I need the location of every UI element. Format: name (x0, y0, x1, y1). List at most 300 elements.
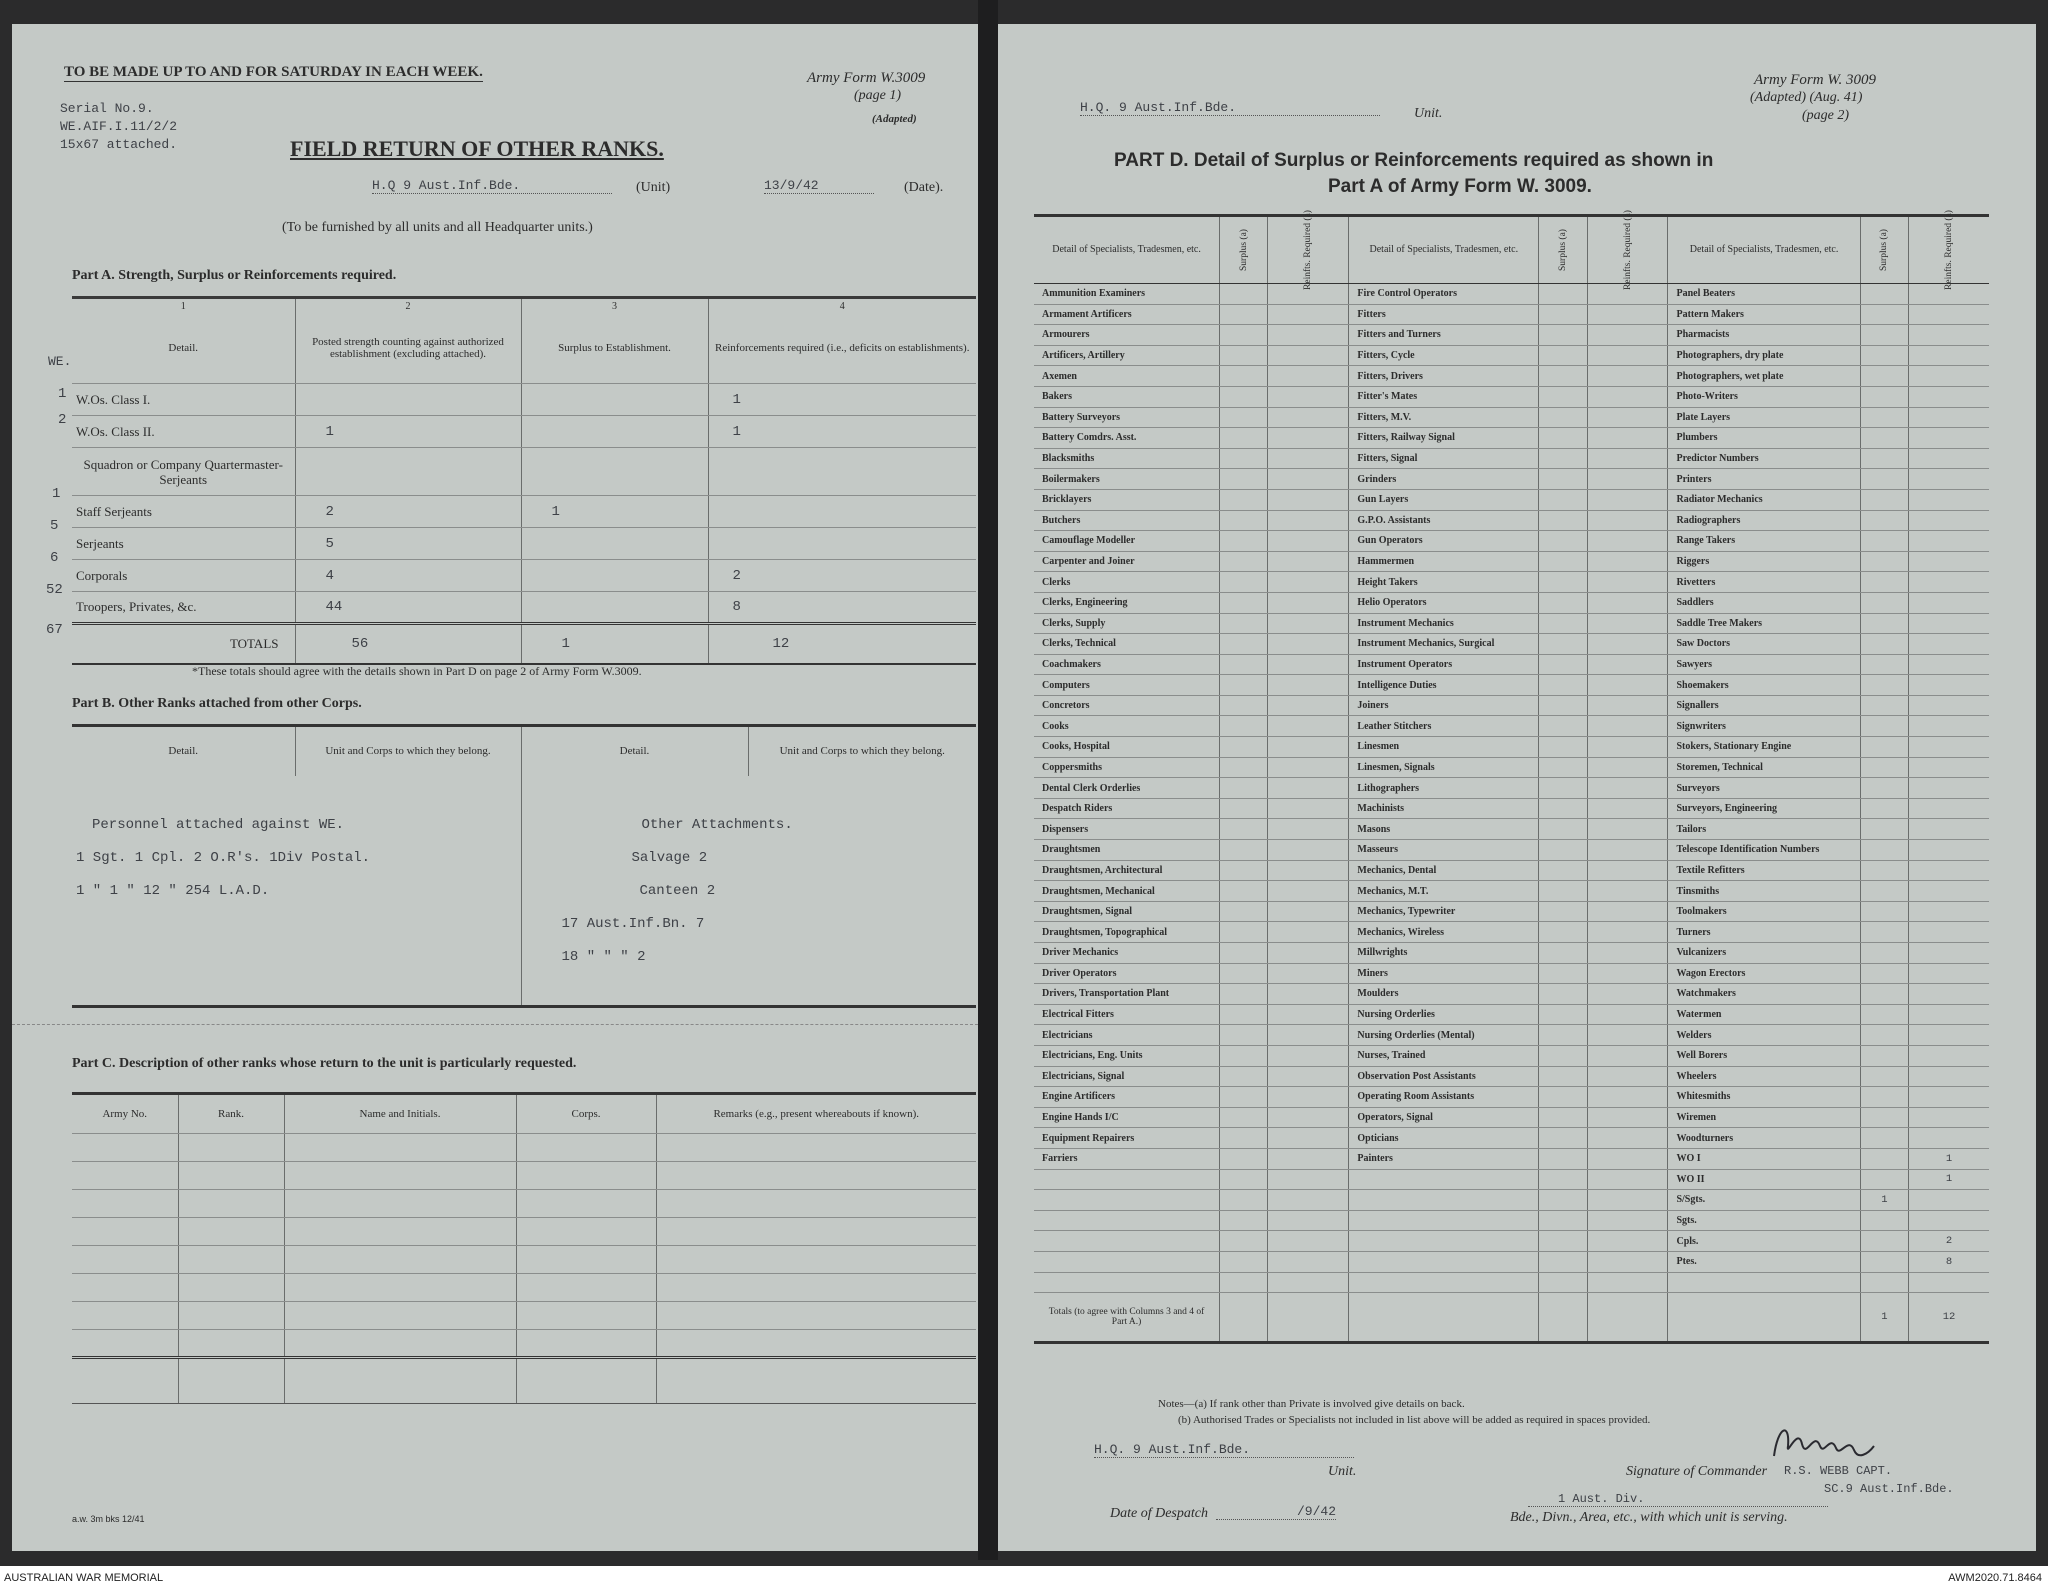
reinf-cell (1587, 675, 1668, 696)
form-reference: Army Form W. 3009 (1754, 72, 1876, 88)
surplus-cell (1539, 551, 1587, 572)
surplus-cell (1539, 1251, 1587, 1272)
surplus-cell (1220, 963, 1268, 984)
reinf-cell (1587, 922, 1668, 943)
reinf-cell (1268, 448, 1349, 469)
posted-value: 4 (295, 560, 521, 592)
reinf-cell (1268, 881, 1349, 902)
surplus-cell (1539, 963, 1587, 984)
reinf-value (1909, 778, 1989, 799)
part-a-title: Part A. Strength, Surplus or Reinforcements required. (72, 268, 397, 283)
footer-unit-value: H.Q. 9 Aust.Inf.Bde. (1094, 1442, 1354, 1458)
margin-value: 5 (50, 518, 59, 534)
surplus-cell (1539, 1293, 1587, 1343)
despatch-label: Date of Despatch (1110, 1506, 1208, 1521)
trade-name: WO I (1668, 1148, 1860, 1169)
surplus-cell (1220, 798, 1268, 819)
trade-name: Cooks (1034, 716, 1220, 737)
trade-name: Mechanics, Dental (1349, 860, 1539, 881)
table-row (72, 448, 976, 496)
table-row (1034, 654, 1989, 675)
header-detail: Detail. (72, 314, 295, 384)
totals-reinf: 12 (708, 624, 976, 664)
trade-name: Signwriters (1668, 716, 1860, 737)
reinf-value (1909, 1190, 1989, 1211)
surplus-cell (1539, 695, 1587, 716)
surplus-value (1860, 572, 1908, 593)
reinf-value (1909, 428, 1989, 449)
reinf-cell (1268, 1169, 1349, 1190)
trade-name: Nursing Orderlies (1349, 1004, 1539, 1025)
surplus-cell (1539, 1128, 1587, 1149)
surplus-value (1860, 901, 1908, 922)
surplus-value (1860, 737, 1908, 758)
surplus-value (1860, 613, 1908, 634)
surplus-value (1860, 1251, 1908, 1272)
surplus-cell (1220, 778, 1268, 799)
signature-typed-unit: SC.9 Aust.Inf.Bde. (1824, 1482, 1954, 1496)
trade-name (1349, 1272, 1539, 1293)
form-reference: Army Form W.3009 (807, 70, 926, 86)
margin-value: 1 (52, 486, 61, 502)
reinf-cell (1268, 860, 1349, 881)
trade-name: Drivers, Transportation Plant (1034, 984, 1220, 1005)
perforation-line (12, 1024, 978, 1025)
reinf-cell (1268, 613, 1349, 634)
header-reinf-text: Reinfts. Required (a) (1944, 210, 1954, 290)
col-number: 3 (521, 298, 708, 314)
row-detail: Corporals (72, 560, 295, 592)
despatch-value: /9/42 (1216, 1504, 1336, 1520)
table-row (72, 528, 976, 560)
table-row (1034, 737, 1989, 758)
trade-name: Turners (1668, 922, 1860, 943)
surplus-value (1860, 860, 1908, 881)
surplus-cell (1220, 1272, 1268, 1293)
trade-name: Vulcanizers (1668, 943, 1860, 964)
trade-name (1034, 1272, 1220, 1293)
note-b: (b) Authorised Trades or Specialists not included in list above will be added as required in spaces provided. (1178, 1414, 1651, 1426)
reinf-cell (1587, 1272, 1668, 1293)
surplus-cell (1220, 1128, 1268, 1149)
form-page-1 (12, 24, 978, 1551)
trade-name: Rivetters (1668, 572, 1860, 593)
surplus-cell (1220, 901, 1268, 922)
reinf-cell (1587, 881, 1668, 902)
reinf-cell (1268, 1004, 1349, 1025)
header-detail: Detail. (168, 745, 199, 758)
reinf-cell (1587, 428, 1668, 449)
posted-value: 2 (295, 496, 521, 528)
reinf-cell (1268, 963, 1349, 984)
row-detail: Squadron or Company Quartermaster-Serjeants (72, 448, 295, 496)
trade-name: Surveyors, Engineering (1668, 798, 1860, 819)
table-row (1034, 1045, 1989, 1066)
reinf-cell (1268, 592, 1349, 613)
row-detail: Serjeants (72, 528, 295, 560)
col-number: 2 (295, 298, 521, 314)
surplus-cell (1220, 695, 1268, 716)
surplus-value (521, 448, 708, 496)
surplus-cell (1220, 860, 1268, 881)
reinf-cell (1587, 448, 1668, 469)
table-row (1034, 386, 1989, 407)
trade-name: Armament Artificers (1034, 304, 1220, 325)
surplus-cell (1539, 654, 1587, 675)
trade-name: Linesmen, Signals (1349, 757, 1539, 778)
table-row (1034, 345, 1989, 366)
totals-label: TOTALS (72, 624, 295, 664)
reinf-value (1909, 1004, 1989, 1025)
page-reference: (page 2) (1802, 108, 1850, 123)
trade-name: Computers (1034, 675, 1220, 696)
reinf-cell (1587, 778, 1668, 799)
surplus-cell (1220, 1025, 1268, 1046)
reinf-value (1909, 1066, 1989, 1087)
header-corps: Corps. (516, 1094, 656, 1134)
reinf-value (1909, 963, 1989, 984)
surplus-value (1860, 531, 1908, 552)
reinf-cell (1587, 407, 1668, 428)
unit-label: Unit. (1414, 106, 1443, 121)
division-label: Bde., Divn., Area, etc., with which unit is serving. (1510, 1510, 1788, 1525)
header-surplus-text: Surplus (a) (1879, 229, 1890, 271)
header-reinforcements: Reinforcements required (i.e., deficits on establishments). (708, 314, 976, 384)
surplus-cell (1539, 1025, 1587, 1046)
part-b-title: Part B. Other Ranks attached from other Corps. (72, 696, 362, 711)
surplus-cell (1539, 943, 1587, 964)
trade-name: Miners (1349, 963, 1539, 984)
surplus-cell (1220, 345, 1268, 366)
surplus-cell (1220, 1066, 1268, 1087)
trade-name: Draughtsmen, Architectural (1034, 860, 1220, 881)
trade-name: Saddle Tree Makers (1668, 613, 1860, 634)
surplus-cell (1220, 613, 1268, 634)
surplus-cell (1220, 1231, 1268, 1252)
trade-name: Intelligence Duties (1349, 675, 1539, 696)
reinf-value (1909, 716, 1989, 737)
reinf-value (1909, 592, 1989, 613)
trade-name: Fitters, Signal (1349, 448, 1539, 469)
trade-name: Whitesmiths (1668, 1087, 1860, 1108)
table-row (1034, 798, 1989, 819)
reinf-value: 1 (1909, 1169, 1989, 1190)
reinf-cell (1268, 1231, 1349, 1252)
surplus-cell (1539, 284, 1587, 305)
col-number: 4 (708, 298, 976, 314)
trade-name: Pharmacists (1668, 325, 1860, 346)
surplus-cell (1539, 860, 1587, 881)
surplus-cell (1539, 1231, 1587, 1252)
surplus-value (1860, 778, 1908, 799)
trade-name (1349, 1210, 1539, 1231)
reinf-cell (1268, 840, 1349, 861)
table-row (1034, 1066, 1989, 1087)
reinf-cell (1587, 819, 1668, 840)
reinf-cell (1587, 634, 1668, 655)
surplus-value (1860, 943, 1908, 964)
surplus-cell (1220, 428, 1268, 449)
surplus-cell (1220, 737, 1268, 758)
surplus-cell (1220, 1169, 1268, 1190)
surplus-value (1860, 1231, 1908, 1252)
surplus-cell (1539, 469, 1587, 490)
surplus-value (1860, 716, 1908, 737)
trade-name: Armourers (1034, 325, 1220, 346)
reinf-value (1909, 366, 1989, 387)
reinf-cell (1587, 943, 1668, 964)
trade-name: Bricklayers (1034, 489, 1220, 510)
surplus-cell (1220, 510, 1268, 531)
trade-name: Instrument Operators (1349, 654, 1539, 675)
binding-spine (978, 0, 998, 1560)
reinf-cell (1268, 510, 1349, 531)
surplus-value: 1 (1860, 1190, 1908, 1211)
header-posted-strength: Posted strength counting against authorized establishment (excluding attached). (295, 314, 521, 384)
surplus-cell (1220, 448, 1268, 469)
commander-signature (1768, 1416, 1878, 1468)
trade-name (1349, 1231, 1539, 1252)
header-unit-corps: Unit and Corps to which they belong. (748, 726, 976, 776)
surplus-value (521, 416, 708, 448)
reinf-cell (1268, 778, 1349, 799)
trade-name: Farriers (1034, 1148, 1220, 1169)
trade-name: Masseurs (1349, 840, 1539, 861)
trade-name: Tinsmiths (1668, 881, 1860, 902)
trade-name: Sgts. (1668, 1210, 1860, 1231)
trade-name: Helio Operators (1349, 592, 1539, 613)
reinf-cell (1268, 407, 1349, 428)
table-row (72, 560, 976, 592)
header-reinf-text: Reinfts. Required (a) (1622, 210, 1633, 290)
trade-name: Clerks, Engineering (1034, 592, 1220, 613)
totals-posted: 56 (295, 624, 521, 664)
surplus-cell (1539, 634, 1587, 655)
trade-name: Observation Post Assistants (1349, 1066, 1539, 1087)
weekly-notice: TO BE MADE UP TO AND FOR SATURDAY IN EACH WEEK. (64, 64, 483, 80)
reinf-value (708, 448, 976, 496)
surplus-cell (1539, 840, 1587, 861)
surplus-value (521, 560, 708, 592)
adapted-label: (Adapted) (Aug. 41) (1750, 90, 1863, 105)
trade-name: Boilermakers (1034, 469, 1220, 490)
trade-name: Gun Operators (1349, 531, 1539, 552)
surplus-cell (1539, 489, 1587, 510)
reinf-cell (1268, 654, 1349, 675)
reinf-cell (1587, 572, 1668, 593)
archive-name: AUSTRALIAN WAR MEMORIAL (4, 1572, 164, 1584)
row-detail: Troopers, Privates, &c. (72, 592, 295, 624)
table-row (72, 842, 976, 875)
header-remarks: Remarks (e.g., present whereabouts if known). (656, 1094, 976, 1134)
surplus-cell (1539, 984, 1587, 1005)
surplus-cell (1220, 943, 1268, 964)
header-detail: Detail of Specialists, Tradesmen, etc. (1349, 216, 1539, 284)
reinf-cell (1587, 304, 1668, 325)
reinf-cell (1268, 695, 1349, 716)
table-row (1034, 592, 1989, 613)
trade-name: Fitters, M.V. (1349, 407, 1539, 428)
trade-name: Millwrights (1349, 943, 1539, 964)
surplus-cell (1220, 1210, 1268, 1231)
surplus-value (1860, 284, 1908, 305)
surplus-value (1860, 881, 1908, 902)
reinf-cell (1587, 489, 1668, 510)
reinf-cell (1587, 860, 1668, 881)
reinf-cell (1268, 1087, 1349, 1108)
surplus-cell (1539, 778, 1587, 799)
trade-name: Height Takers (1349, 572, 1539, 593)
attachment-left: 1 " 1 " 12 " 254 L.A.D. (76, 883, 270, 899)
surplus-cell (1539, 757, 1587, 778)
table-row (1034, 1004, 1989, 1025)
surplus-value (1860, 325, 1908, 346)
table-row (1034, 881, 1989, 902)
surplus-value (1860, 1210, 1908, 1231)
trade-name: Despatch Riders (1034, 798, 1220, 819)
reinf-cell (1268, 798, 1349, 819)
trade-name: Surveyors (1668, 778, 1860, 799)
reinf-value (1909, 1107, 1989, 1128)
trade-name (1349, 1190, 1539, 1211)
surplus-value (1860, 489, 1908, 510)
table-row (1034, 757, 1989, 778)
header-reinf (1268, 210, 1349, 290)
attachment-left: Personnel attached against WE. (92, 817, 345, 833)
reinf-cell (1587, 1128, 1668, 1149)
trade-name: Photo-Writers (1668, 386, 1860, 407)
surplus-cell (1539, 798, 1587, 819)
trade-name: Ammunition Examiners (1034, 284, 1220, 305)
surplus-cell (1220, 881, 1268, 902)
reinf-value (1909, 469, 1989, 490)
serial-number: Serial No.9. (60, 101, 154, 116)
surplus-cell (1539, 716, 1587, 737)
surplus-value: 1 (521, 496, 708, 528)
reinf-cell (1587, 1025, 1668, 1046)
surplus-cell (1539, 428, 1587, 449)
trade-name (1668, 1272, 1860, 1293)
row-detail: Staff Serjeants (72, 496, 295, 528)
reinf-cell (1587, 469, 1668, 490)
trade-name: Bakers (1034, 386, 1220, 407)
surplus-value (1860, 963, 1908, 984)
trade-name: Dental Clerk Orderlies (1034, 778, 1220, 799)
attachment-right: 18 " " " 2 (521, 941, 976, 974)
reinf-value (708, 496, 976, 528)
table-row (1034, 551, 1989, 572)
reinf-value (1909, 386, 1989, 407)
surplus-cell (1539, 345, 1587, 366)
trade-name: Panel Beaters (1668, 284, 1860, 305)
reinf-cell (1268, 469, 1349, 490)
reinf-cell (1587, 551, 1668, 572)
attachment-left (72, 908, 521, 941)
table-row (1034, 1087, 1989, 1108)
table-row (1034, 922, 1989, 943)
trade-name: Artificers, Artillery (1034, 345, 1220, 366)
trade-name: Wagon Erectors (1668, 963, 1860, 984)
surplus-value (1860, 1272, 1908, 1293)
surplus-value (521, 592, 708, 624)
trade-name: Concretors (1034, 695, 1220, 716)
surplus-value (1860, 469, 1908, 490)
reinf-cell (1587, 1231, 1668, 1252)
reinf-cell (1268, 984, 1349, 1005)
surplus-cell (1220, 531, 1268, 552)
reinf-cell (1268, 757, 1349, 778)
header-surplus (1539, 216, 1587, 284)
reinf-cell (1587, 1190, 1668, 1211)
trade-name: Woodturners (1668, 1128, 1860, 1149)
surplus-cell (1220, 304, 1268, 325)
table-row (1034, 1231, 1989, 1252)
trade-name: Nurses, Trained (1349, 1045, 1539, 1066)
reinf-value (1909, 1045, 1989, 1066)
attachment-left (72, 941, 521, 974)
table-row (72, 809, 976, 842)
surplus-cell (1539, 531, 1587, 552)
table-row (72, 592, 976, 624)
trade-name: Pattern Makers (1668, 304, 1860, 325)
reinf-value: 2 (708, 560, 976, 592)
trade-name: G.P.O. Assistants (1349, 510, 1539, 531)
trade-name: Joiners (1349, 695, 1539, 716)
reinf-cell (1587, 901, 1668, 922)
reinf-cell (1587, 366, 1668, 387)
table-row (72, 941, 976, 974)
surplus-value (521, 384, 708, 416)
surplus-cell (1539, 592, 1587, 613)
part-c-title: Part C. Description of other ranks whose return to the unit is particularly requested. (72, 1056, 577, 1071)
table-row (72, 416, 976, 448)
reinf-value (1909, 613, 1989, 634)
table-row (1034, 489, 1989, 510)
trade-name: Draughtsmen, Signal (1034, 901, 1220, 922)
trade-name: Telescope Identification Numbers (1668, 840, 1860, 861)
trade-name: Painters (1349, 1148, 1539, 1169)
reinf-cell (1268, 716, 1349, 737)
surplus-cell (1220, 757, 1268, 778)
surplus-cell (1539, 448, 1587, 469)
trade-name: Saddlers (1668, 592, 1860, 613)
reinf-value (1909, 654, 1989, 675)
table-row (1034, 1210, 1989, 1231)
reinf-value (1909, 572, 1989, 593)
surplus-value (1860, 984, 1908, 1005)
surplus-cell (1220, 819, 1268, 840)
table-row (1034, 1107, 1989, 1128)
trade-name (1034, 1190, 1220, 1211)
form-page-2 (998, 24, 2036, 1551)
surplus-cell (1539, 922, 1587, 943)
print-code: a.w. 3m bks 12/41 (72, 1514, 145, 1524)
trade-name: Fitters, Cycle (1349, 345, 1539, 366)
trade-name: Linesmen (1349, 737, 1539, 758)
table-row (1034, 963, 1989, 984)
table-row (1034, 325, 1989, 346)
trade-name: Ptes. (1668, 1251, 1860, 1272)
reinf-value (1909, 922, 1989, 943)
note-a: Notes—(a) If rank other than Private is involved give details on back. (1158, 1398, 1465, 1410)
margin-value: 52 (46, 582, 63, 598)
archive-id: AWM2020.71.8464 (1948, 1572, 2042, 1584)
trade-name: Photographers, dry plate (1668, 345, 1860, 366)
header-unit-corps: Unit and Corps to which they belong. (295, 726, 521, 776)
surplus-value (1860, 1148, 1908, 1169)
reinf-cell (1268, 1148, 1349, 1169)
surplus-value (1860, 1169, 1908, 1190)
